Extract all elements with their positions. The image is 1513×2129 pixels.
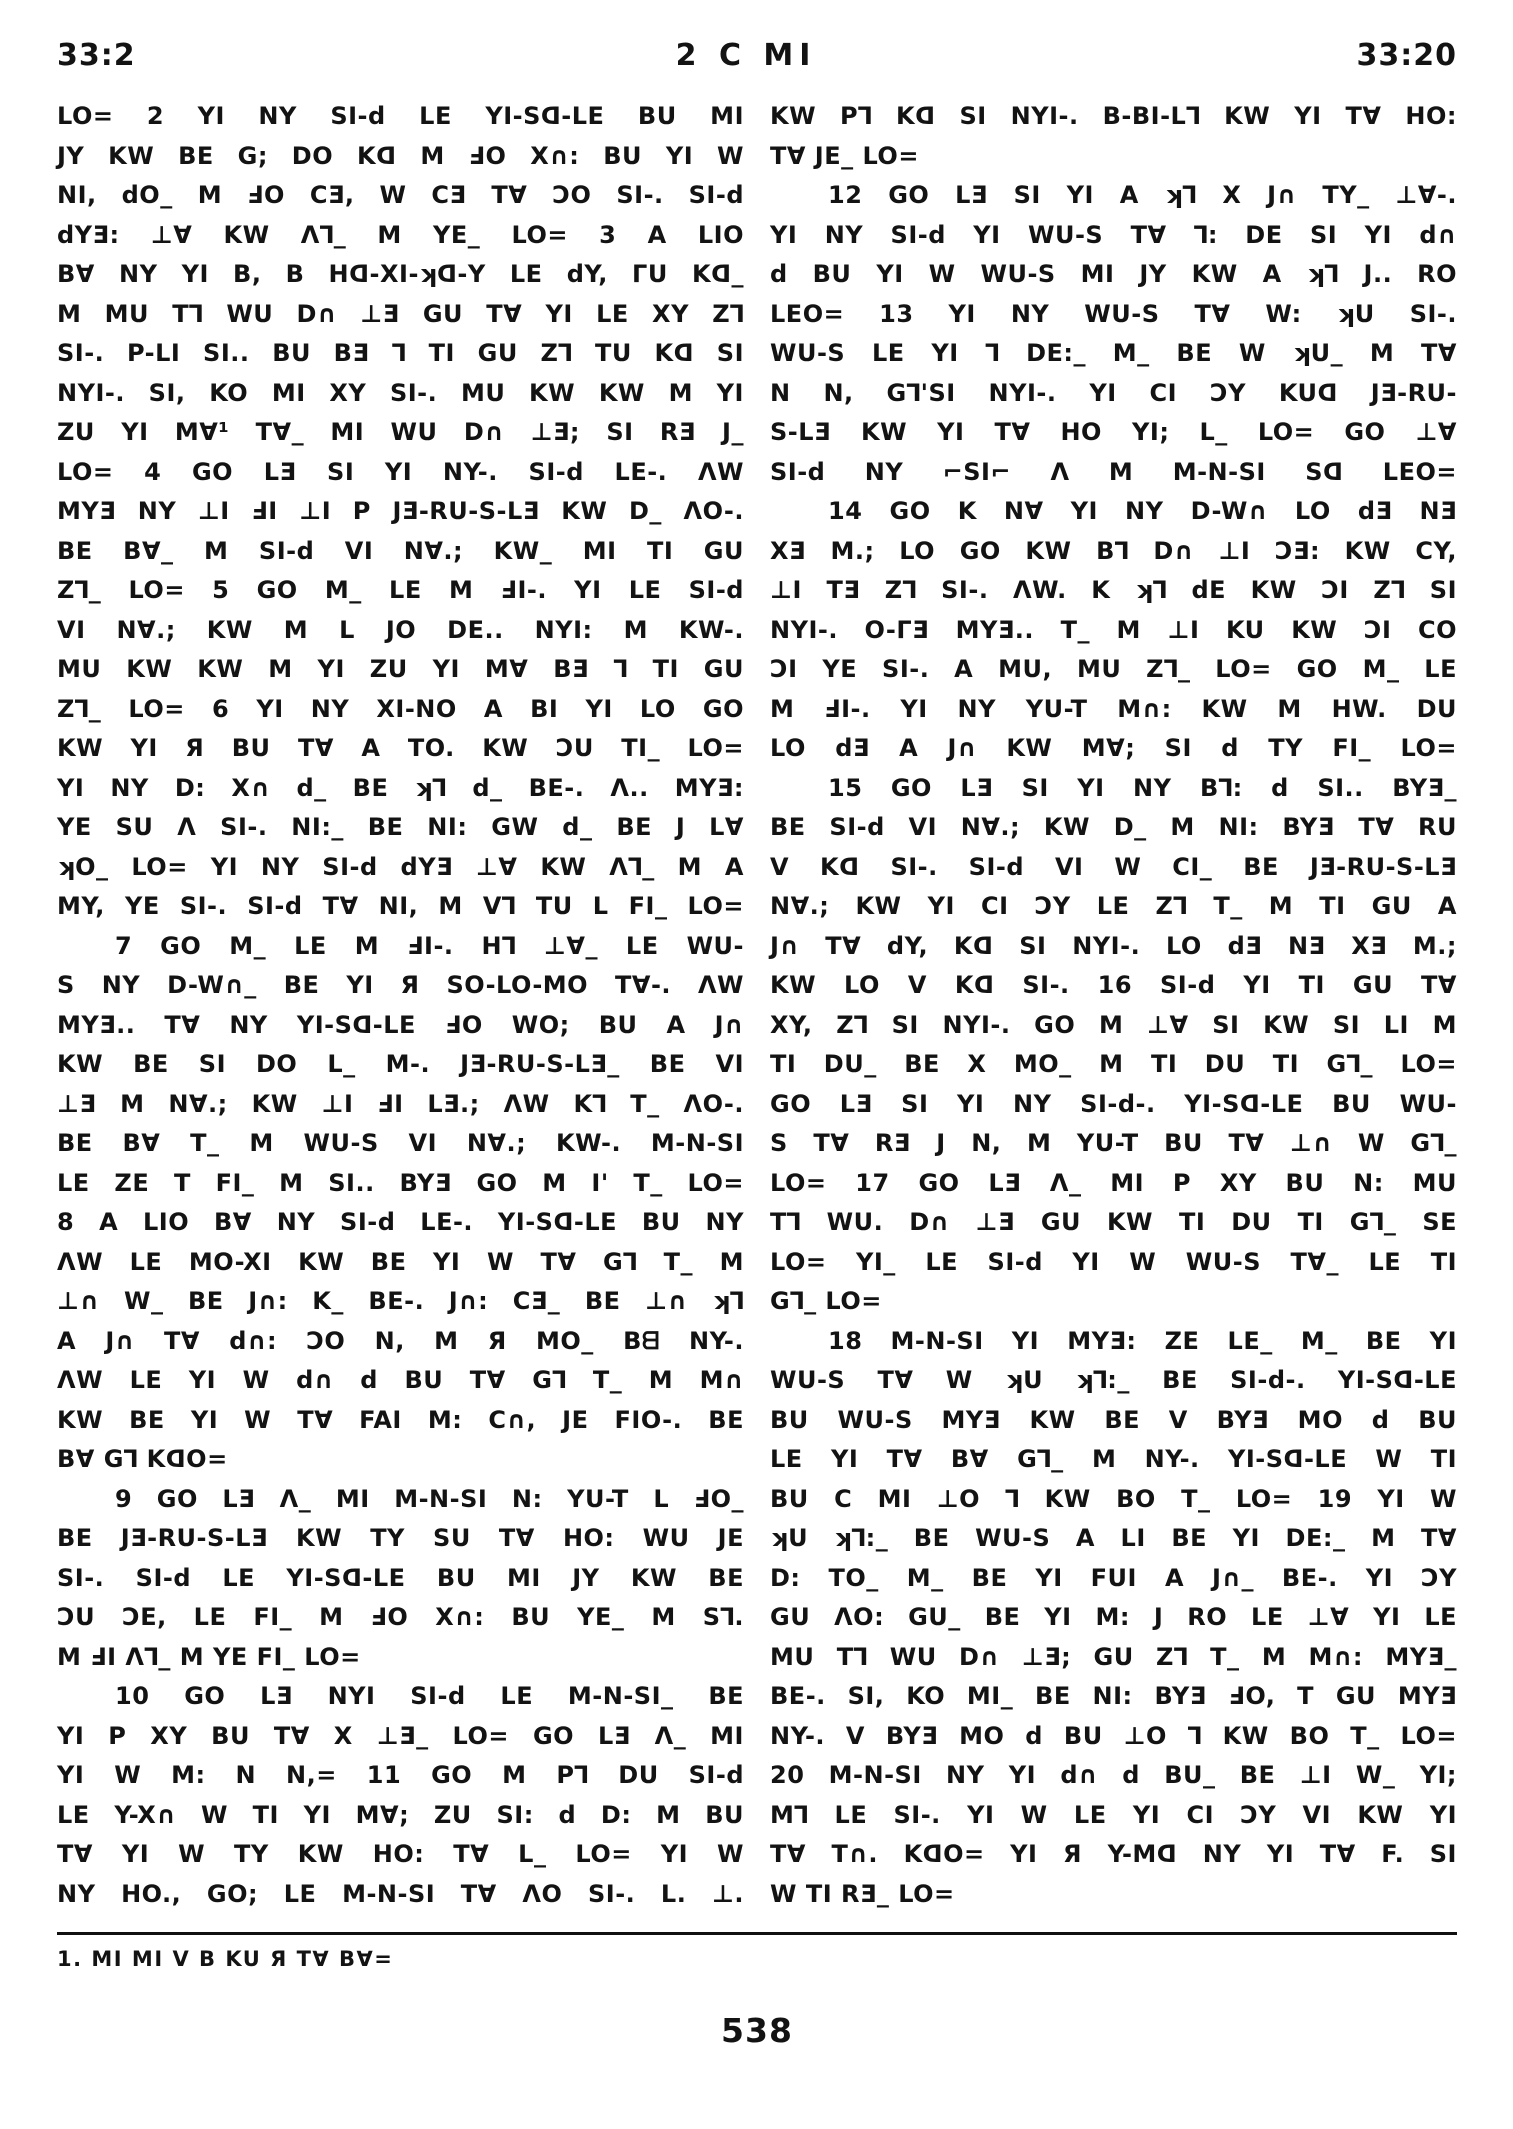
text-line: BE B∀_ M SI-d VI N∀.; KW_ MI TI GU: [57, 536, 744, 565]
footnote-text: 1. MI MI V B KU Я T∀ B∀=: [57, 1947, 394, 1971]
text-line: Z⅂_ LO= 6 YI NY XI-NO A BI YI LO GO: [57, 694, 744, 723]
text-line: GO LƎ SI YI NY SI-d-. YI-Sᗡ-LE BU WU-: [770, 1089, 1457, 1118]
text-line: LE ZE T FI_ M SI.. BYƎ GO M I' T_ LO=: [57, 1168, 744, 1197]
text-line: MU T⅂ WU D∩ ⊥Ǝ; GU Z⅂ T_ M M∩: MYƎ_: [770, 1642, 1457, 1671]
text-line: 12 GO LƎ SI YI A ʞ⅂ X J∩ TY_ ⊥∀-.: [828, 181, 1457, 209]
text-line: YE SU Λ SI-. NI:_ BE NI: GW d_ BE J L∀: [57, 813, 744, 841]
text-line: KW P⅂ Kᗡ SI NYI-. B-BI-L⅂ KW YI T∀ HO:: [770, 102, 1457, 130]
text-line: MYƎ NY ⊥I ℲI ⊥I P JƎ-RU-S-LƎ KW D_ ΛO-.: [57, 497, 744, 525]
text-line: NY-. V BYƎ MO d BU ⊥O ⅂ KW BO T_ LO=: [770, 1721, 1457, 1750]
text-line: N N, G⅂'SI NYI-. YI CI ƆY KUᗡ JƎ-RU-: [770, 378, 1457, 407]
text-line: YI P XY BU T∀ X ⊥Ǝ_ LO= GO LƎ Λ_ MI: [57, 1721, 744, 1750]
text-line: BU C MI ⊥O ⅂ KW BO T_ LO= 19 YI W: [770, 1484, 1457, 1513]
text-line: T∀ T∩. KᗡO= YI Я Y-Mᗡ NY YI T∀ F. SI: [770, 1840, 1457, 1868]
text-line: 7 GO M_ LE M ℲI-. H⅂ ⊥∀_ LE WU-: [115, 931, 744, 960]
text-line: XƎ M.; LO GO KW B⅂ D∩ ⊥I ƆƎ: KW CY,: [770, 536, 1457, 565]
text-line: LO dƎ A J∩ KW M∀; SI d TY FI_ LO=: [770, 734, 1457, 762]
text-line: G⅂_ LO=: [770, 1287, 882, 1315]
text-line: ΛW LE MO-XI KW BE YI W T∀ G⅂ T_ M: [57, 1247, 744, 1276]
text-line: M ℲI Λ⅂_ M YE FI_ LO=: [57, 1642, 361, 1671]
running-head-left-reference: 33:2: [57, 38, 136, 73]
text-line: B∀ G⅂ KᗡO=: [57, 1445, 228, 1473]
left-column: [57, 97, 744, 1914]
text-line: LE YI T∀ B∀ G⅂_ M NY-. YI-Sᗡ-LE W TI: [770, 1445, 1457, 1473]
running-head-book-title: 2 C MI: [675, 38, 817, 73]
text-line: MYƎ.. T∀ NY YI-Sᗡ-LE ℲO WO; BU A J∩: [57, 1010, 744, 1039]
text-line: Z⅂_ LO= 5 GO M_ LE M ℲI-. YI LE SI-d: [57, 576, 744, 604]
text-line: T∀ JE_ LO=: [770, 141, 919, 170]
text-line: S-LƎ KW YI T∀ HO YI; L_ LO= GO ⊥∀: [770, 418, 1457, 446]
text-line: BE-. SI, KO MI_ BE NI: BYƎ ℲO, T GU MYƎ: [770, 1682, 1457, 1710]
text-line: MU KW KW M YI ZU YI M∀ BƎ ⅂ TI GU: [57, 655, 744, 683]
text-line: A J∩ T∀ d∩: ƆO N, M Я MO_ Bᗺ NY-.: [57, 1326, 744, 1355]
text-line: BE B∀ T_ M WU-S VI N∀.; KW-. M-N-SI: [57, 1129, 744, 1157]
text-line: BU WU-S MYƎ KW BE V BYƎ MO d BU: [770, 1405, 1457, 1434]
text-line: ΛW LE YI W d∩ d BU T∀ G⅂ T_ M M∩: [57, 1366, 744, 1394]
text-line: ZU YI M∀¹ T∀_ MI WU D∩ ⊥Ǝ; SI RƎ J_: [57, 418, 744, 446]
text-line: KW BE YI W T∀ FAI M: C∩, JE FIO-. BE: [57, 1405, 744, 1434]
text-line: YI NY D: X∩ d_ BE ʞ⅂ d_ BE-. Λ.. MYƎ:: [57, 773, 744, 802]
text-line: GU ΛO: GU_ BE YI M: J RO LE ⊥∀ YI LE: [770, 1603, 1457, 1631]
text-line: V Kᗡ SI-. SI-d VI W CI_ BE JƎ-RU-S-LƎ: [770, 852, 1457, 881]
text-line: N∀.; KW YI CI ƆY LE Z⅂ T_ M TI GU A: [770, 892, 1457, 920]
text-line: NI, dO_ M ℲO CƎ, W CƎ T∀ ƆO SI-. SI-d: [57, 181, 744, 209]
text-line: ƆI YE SI-. A MU, MU Z⅂_ LO= GO M_ LE: [770, 655, 1457, 683]
text-line: BE JƎ-RU-S-LƎ KW TY SU T∀ HO: WU JE: [57, 1524, 744, 1552]
text-line: VI N∀.; KW M L JO DE.. NYI: M KW-.: [57, 615, 744, 644]
text-line: M ℲI-. YI NY YU-T M∩: KW M HW. DU: [770, 694, 1457, 723]
text-line: 8 A LIO B∀ NY SI-d LE-. YI-Sᗡ-LE BU NY: [57, 1208, 744, 1236]
text-line: MY, YE SI-. SI-d T∀ NI, M V⅂ TU L FI_ LO=: [57, 892, 744, 920]
text-line: 9 GO LƎ Λ_ MI M-N-SI N: YU-T L ℲO_: [115, 1484, 744, 1513]
text-line: 20 M-N-SI NY YI d∩ d BU_ BE ⊥I W_ YI;: [770, 1761, 1457, 1789]
page-number: 538: [721, 2011, 793, 2050]
text-line: T⅂ WU. D∩ ⊥Ǝ GU KW TI DU TI G⅂_ SE: [770, 1208, 1457, 1236]
text-line: NYI-. O-ΓƎ MYƎ.. T_ M ⊥I KU KW ƆI CO: [770, 615, 1457, 644]
footnote-divider: [57, 1932, 1457, 1935]
text-body: [57, 97, 1457, 1914]
text-line: M MU T⅂ WU D∩ ⊥Ǝ GU T∀ YI LE XY Z⅂: [57, 299, 744, 328]
running-head: [57, 38, 1457, 73]
text-line: S NY D-W∩_ BE YI Я SO-LO-MO T∀-. ΛW: [57, 971, 744, 999]
text-line: BE SI-d VI N∀.; KW D_ M NI: BYƎ T∀ RU: [770, 813, 1457, 841]
text-line: 18 M-N-SI YI MYƎ: ZE LE_ M_ BE YI: [828, 1326, 1457, 1355]
text-line: KW YI Я BU T∀ A TO. KW ƆU TI_ LO=: [57, 734, 744, 762]
text-line: W TI RƎ_ LO=: [770, 1879, 955, 1908]
text-line: YI W M: N N,= 11 GO M P⅂ DU SI-d: [57, 1761, 744, 1789]
text-line: ƆU ƆE, LE FI_ M ℲO X∩: BU YE_ M S⅂.: [57, 1603, 744, 1631]
text-line: B∀ NY YI B, B Hᗡ-XI-ʞᗡ-Y LE dY, ΓU Kᗡ_: [57, 260, 744, 288]
text-line: WU-S T∀ W ʞU ʞ⅂:_ BE SI-d-. YI-Sᗡ-LE: [770, 1366, 1457, 1394]
text-line: ⊥I TƎ Z⅂ SI-. ΛW. K ʞ⅂ dE KW ƆI Z⅂ SI: [770, 576, 1457, 604]
text-line: NY HO., GO; LE M-N-SI T∀ ΛO SI-. L. ⊥.: [57, 1879, 744, 1908]
text-line: KW BE SI DO L_ M-. JƎ-RU-S-LƎ_ BE VI: [57, 1050, 744, 1078]
text-line: S T∀ RƎ J N, M YU-T BU T∀ ⊥∩ W G⅂_: [770, 1129, 1457, 1157]
text-line: YI NY SI-d YI WU-S T∀ ⅂: DE SI YI d∩: [770, 220, 1457, 249]
text-line: LE Y-X∩ W TI YI M∀; ZU SI: d D: M BU: [57, 1800, 744, 1829]
text-line: D: TO_ M_ BE YI FUI A J∩_ BE-. YI ƆY: [770, 1563, 1457, 1592]
text-line: 15 GO LƎ SI YI NY B⅂: d SI.. BYƎ_: [828, 773, 1457, 802]
text-line: JY KW BE G; DO Kᗡ M ℲO X∩: BU YI W: [57, 141, 744, 170]
text-line: ʞO_ LO= YI NY SI-d dYƎ ⊥∀ KW Λ⅂_ M A: [57, 852, 744, 881]
right-column: [770, 97, 1457, 1914]
text-line: TI DU_ BE X MO_ M TI DU TI G⅂_ LO=: [770, 1050, 1457, 1078]
text-line: T∀ YI W TY KW HO: T∀ L_ LO= YI W: [57, 1840, 744, 1868]
text-line: ⊥∩ W_ BE J∩: K_ BE-. J∩: CƎ_ BE ⊥∩ ʞ⅂: [57, 1287, 744, 1315]
text-line: NYI-. SI, KO MI XY SI-. MU KW KW M YI: [57, 378, 744, 407]
text-line: 10 GO LƎ NYI SI-d LE M-N-SI_ BE: [115, 1682, 744, 1710]
text-line: d BU YI W WU-S MI JY KW A ʞ⅂ J.. RO: [770, 260, 1457, 288]
text-line: 14 GO K N∀ YI NY D-W∩ LO dƎ NƎ: [828, 497, 1457, 525]
text-line: J∩ T∀ dY, Kᗡ SI NYI-. LO dƎ NƎ XƎ M.;: [770, 931, 1457, 960]
text-line: LO= 17 GO LƎ Λ_ MI P XY BU N: MU: [770, 1168, 1457, 1197]
text-line: M⅂ LE SI-. YI W LE YI CI ƆY VI KW YI: [770, 1800, 1457, 1829]
text-line: SI-. SI-d LE YI-Sᗡ-LE BU MI JY KW BE: [57, 1563, 744, 1592]
text-line: LO= 2 YI NY SI-d LE YI-Sᗡ-LE BU MI: [57, 102, 744, 130]
text-line: SI-d NY ⌐SI⌐ Λ M M-N-SI Sᗡ LEO=: [770, 457, 1457, 486]
text-line: WU-S LE YI ⅂ DE:_ M_ BE W ʞU_ M T∀: [770, 339, 1457, 367]
text-line: SI-. P-LI SI.. BU BƎ ⅂ TI GU Z⅂ TU Kᗡ SI: [57, 339, 744, 367]
text-line: LO= 4 GO LƎ SI YI NY-. SI-d LE-. ΛW: [57, 457, 744, 486]
text-line: ʞU ʞ⅂:_ BE WU-S A LI BE YI DE:_ M T∀: [770, 1524, 1457, 1552]
text-line: LEO= 13 YI NY WU-S T∀ W: ʞU SI-.: [770, 299, 1457, 328]
text-line: KW LO V Kᗡ SI-. 16 SI-d YI TI GU T∀: [770, 971, 1457, 999]
text-line: XY, Z⅂ SI NYI-. GO M ⊥∀ SI KW SI LI M: [770, 1010, 1457, 1039]
text-line: dYƎ: ⊥∀ KW Λ⅂_ M YE_ LO= 3 A LIO: [57, 220, 744, 249]
text-line: ⊥Ǝ M N∀.; KW ⊥I ℲI LƎ.; ΛW K⅂ T_ ΛO-.: [57, 1089, 744, 1118]
running-head-right-reference: 33:20: [1356, 38, 1457, 73]
text-line: LO= YI_ LE SI-d YI W WU-S T∀_ LE TI: [770, 1247, 1457, 1276]
